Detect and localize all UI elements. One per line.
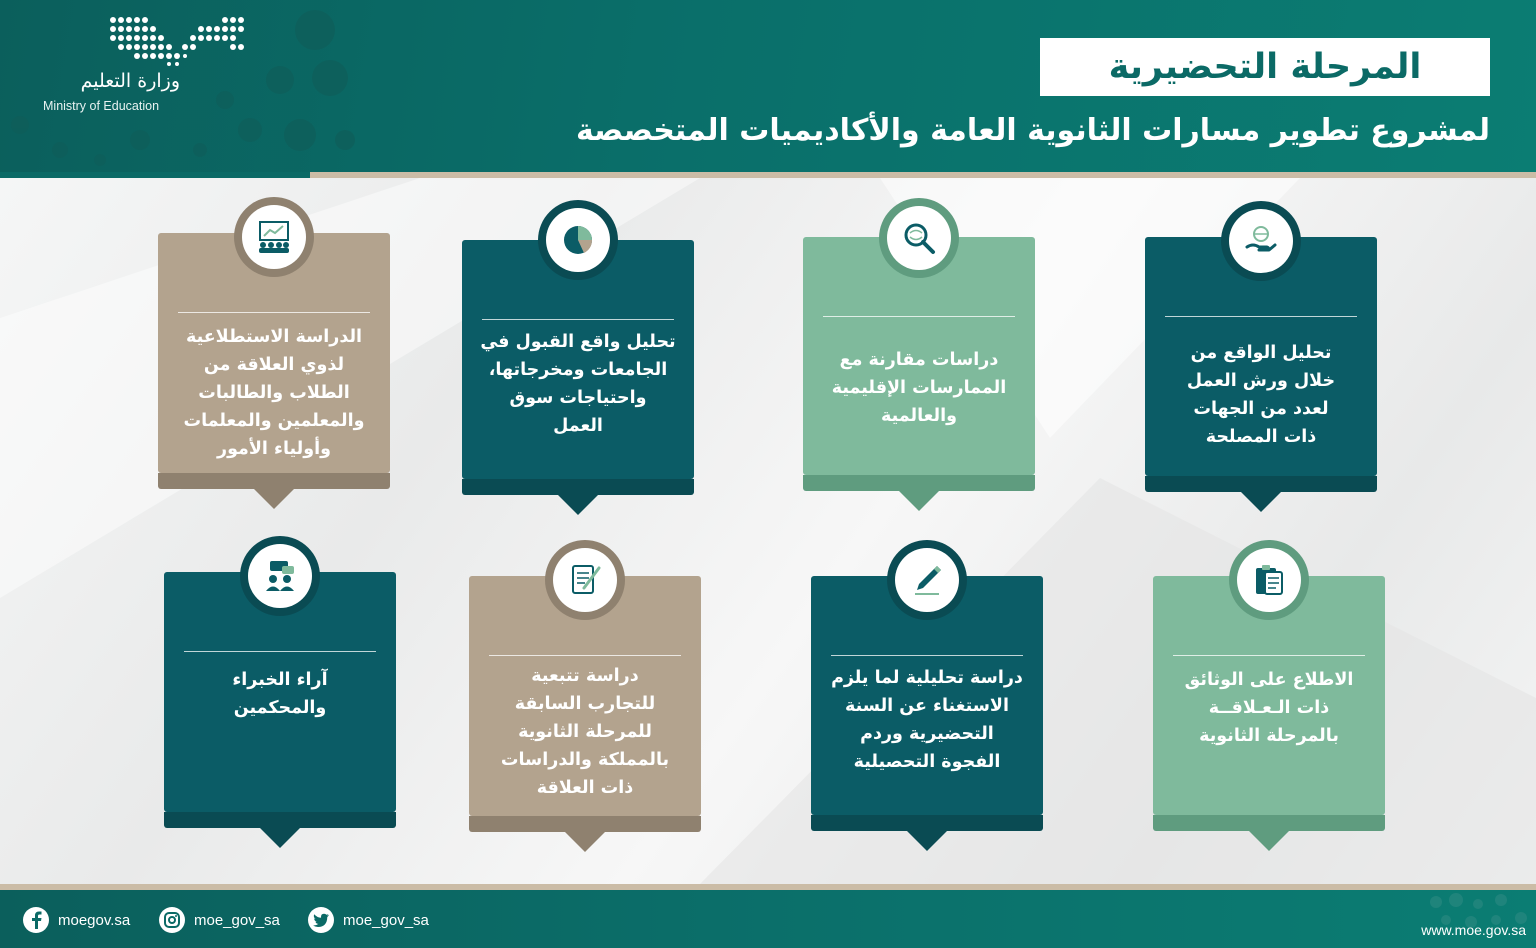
card-text-line: خلال ورش العمل <box>1186 371 1336 391</box>
website-link[interactable]: www.moe.gov.sa <box>1421 922 1526 938</box>
twitter-link[interactable] <box>308 906 429 934</box>
clipboard-documents-icon <box>1251 562 1287 598</box>
twitter-handle: moe_gov_sa <box>343 911 429 929</box>
card-text-line: الاستغناء عن السنة <box>845 696 1009 716</box>
twitter-icon <box>308 907 334 933</box>
card-text-line: ذات المصلحة <box>1205 427 1317 447</box>
card-text-line: الدراسة الاستطلاعية <box>185 327 363 347</box>
instagram-icon <box>159 907 185 933</box>
card-icon-badge <box>234 197 314 277</box>
presentation-chart-icon <box>255 220 293 254</box>
facebook-handle: moegov.sa <box>58 911 131 929</box>
card-icon-badge <box>887 540 967 620</box>
pen-writing-icon <box>909 562 945 598</box>
card-text-line: آراء الخبراء <box>232 670 328 690</box>
card-text-line: والمعلمين والمعلمات <box>183 411 365 431</box>
document-pen-icon <box>567 562 603 598</box>
pie-chart-icon <box>560 222 596 258</box>
page-subtitle: لمشروع تطوير مسارات الثانوية العامة والأكاديميات المتخصصة <box>575 113 1490 148</box>
experts-discussion-icon <box>262 558 298 594</box>
ministry-logo <box>40 14 240 124</box>
card-text-line: الفجوة التحصيلية <box>853 752 1001 772</box>
logo-arabic-text: وزارة التعليم <box>80 70 180 92</box>
card-text-line: والعالمية <box>881 406 957 426</box>
card-text-line: واحتياجات سوق <box>509 388 647 408</box>
card-text-line: لذوي العلاقة من <box>203 355 345 375</box>
instagram-handle: moe_gov_sa <box>194 911 280 929</box>
card-text-line: للتجارب السابقة <box>514 694 656 714</box>
card-text-line: العمل <box>553 416 603 436</box>
footer-decorative-dots <box>1416 890 1536 948</box>
card-text-line: تحليل واقع القبول في <box>480 332 676 352</box>
instagram-link[interactable] <box>159 906 280 934</box>
card-text-line: الاطلاع على الوثائق <box>1184 670 1354 690</box>
page-title: المرحلة التحضيرية <box>1108 47 1422 87</box>
facebook-link[interactable] <box>23 906 130 934</box>
card-text-line: تحليل الواقع من <box>1190 343 1332 363</box>
card-text-line: الطلاب والطالبات <box>198 383 350 403</box>
card-text-line: والمحكمين <box>233 698 327 718</box>
card-icon-badge <box>240 536 320 616</box>
card-icon-badge <box>1229 540 1309 620</box>
card-text-line: التحضيرية وردم <box>860 724 994 744</box>
globe-magnifier-icon <box>901 220 937 256</box>
card-text-line: دراسة تتبعية <box>531 666 639 686</box>
card-icon-badge <box>545 540 625 620</box>
title-box <box>1040 38 1490 96</box>
card-icon-badge <box>538 200 618 280</box>
card-icon-badge <box>879 198 959 278</box>
card-text-line: الممارسات الإقليمية <box>831 378 1007 398</box>
card-text-line: دراسة تحليلية لما يلزم <box>831 668 1023 688</box>
card-text-line: ذات الـعـلاقــة <box>1208 698 1330 718</box>
logo-dots-icon <box>108 14 248 69</box>
card-text-line: للمرحلة الثانوية <box>518 722 652 742</box>
card-text-line: الجامعات ومخرجاتها، <box>488 360 668 380</box>
logo-english-text: Ministry of Education <box>43 99 160 113</box>
card-text-line: وأولياء الأمور <box>217 439 331 459</box>
card-text-line: دراسات مقارنة مع <box>839 350 999 370</box>
card-icon-badge <box>1221 201 1301 281</box>
globe-hand-icon <box>1243 223 1279 259</box>
header-banner <box>0 0 1536 175</box>
card-text-line: لعدد من الجهات <box>1193 399 1329 419</box>
card-text-line: ذات العلاقة <box>536 778 634 798</box>
footer-bar <box>0 890 1536 948</box>
card-text-line: بالمرحلة الثانوية <box>1199 726 1339 746</box>
facebook-icon <box>23 907 49 933</box>
card-text-line: بالمملكة والدراسات <box>500 750 670 770</box>
